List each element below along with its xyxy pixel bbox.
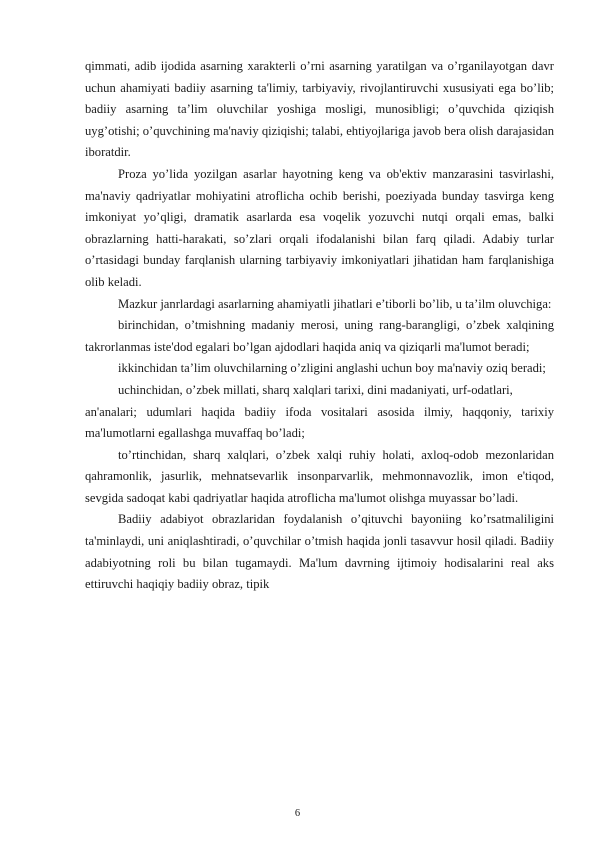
paragraph-9: Badiiy adabiyot obrazlaridan foydalanish o’qituvchi bayoniing ko’rsatmaliligini ta'minlaydi, uni aniqlashtiradi, o’quvchilar o’tmish haqida jonli tasavvur hosil qiladi. Badiiy adabiyotning roli bu bilan tugamaydi. Ma'lum davrning ijtimoiy hodisalarini real aks ettiruvchi haqiqiy badiiy obraz, tipik	[85, 512, 554, 592]
paragraph-6: uchinchidan, o’zbek millati, sharq xalqlari tarixi, dini madaniyati, urf-odatlari,	[118, 382, 513, 397]
paragraph-1: qimmati, adib ijodida asarning xarakterli o’rni asarning yaratilgan va o’rganilayotgan davr uchun ahamiyati badiiy asarning ta'limiy, tarbiyaviy, rivojlantiruvchi xususiyati ega bo’lib; badiiy asarning ta’lim oluvchilar yoshiga mosligi, munosibligi; o’quvchida qiziqish uyg’otishi; o’quvchining ma'naviy qiziqishi; talabi, ehtiyojlariga javob bera olish darajasidan iboratdir.	[85, 59, 554, 160]
paragraph-8: to’rtinchidan, sharq xalqlari, o’zbek xalqi ruhiy holati, axloq-odob mezonlaridan qahramonlik, jasurlik, mehnatsevarlik insonparvarlik, mehmonnavozlik, imon e'tiqod, sevgida sadoqat kabi qadriyatlar haqida atroflicha ma'lumot olishga muyassar bo’ladi.	[85, 447, 554, 505]
paragraph-4: birinchidan, o’tmishning madaniy merosi, uning rang-barangligi, o’zbek xalqining takrorlanmas iste'dod egalari bo’lgan ajdodlari haqida aniq va qiziqarli ma'lumot beradi;	[85, 318, 554, 354]
paragraph-5: ikkinchidan ta’lim oluvchilarning o’zligini anglashi uchun boy ma'naviy oziq beradi;	[118, 361, 546, 376]
paragraph-2: Proza yo’lida yozilgan asarlar hayotning keng va ob'ektiv manzarasini tasvirlashi, ma'naviy qadriyatlar mohiyatini atroflicha ochib berishi, poeziyada bunday tasvirga keng imkoniyat yo’qligi, dramatik asarlarda esa voqelik yozuvchi nutqi orqali emas, balki obrazlarning hatti-harakati, so’zlari orqali ifodalanishi bilan farq qiladi. Adabiy turlar o’rtasidagi bunday farqlanish ularning tarbiyaviy imkoniyatlari jihatidan ham farqlanishiga olib keladi.	[85, 166, 554, 289]
page-number: 6	[294, 808, 301, 819]
document-body	[85, 56, 554, 596]
paragraph-7: an'analari; udumlari haqida badiiy ifoda vositalari asosida ilmiy, haqqoniy, tarixiy ma'lumotlarni egallashga muvaffaq bo’ladi;	[85, 404, 554, 441]
paragraph-3: Mazkur janrlardagi asarlarning ahamiyatli jihatlari e’tiborli bo’lib, u ta’ilm oluvchiga:	[118, 296, 552, 311]
